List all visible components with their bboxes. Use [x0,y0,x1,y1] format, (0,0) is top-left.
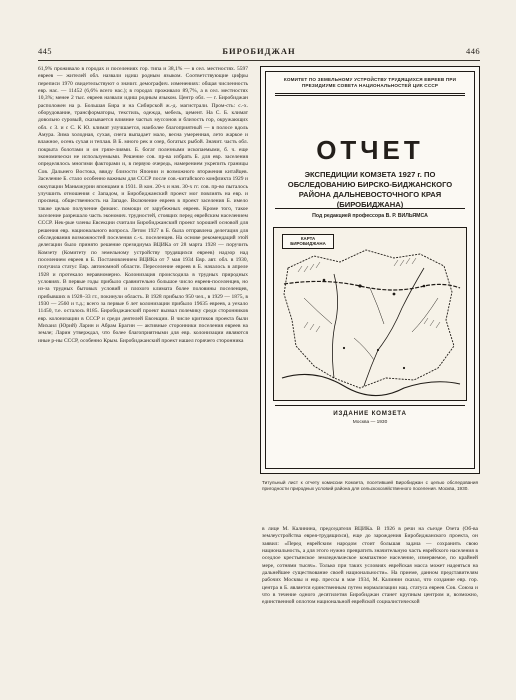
map-title-label: КАРТА БИРОБИДЖАНА [282,234,334,249]
right-paragraph: в лице М. Калинина, председателя ВЦИКа. В 1926 в речи на съезде Озета (Об-ва землеустройства еврея-трудящихся), еще до зарождения Биробиджанского проекта, он заявил: «Перед еврейским народом стоит большая задача — сохранить свою национальность, а для этого нужно превратить значительную часть еврейского населения в оседлое крестьянское земледельческое компактное население, измеряемое, по крайней мере, сотнями тысяч». Только при таких условиях еврейская масса может надеяться на дальнейшее существование своей национальности». На приеме, данном представителям рабочих Москвы и евр. прессы в мае 1934, М. Калинин сказал, что создание евр. гор. центра в Б. является единственным путем нормализации нац. статуса евреев Сов. Союза и что в течение одного десятилетия Биробиджан станет крупным центром и, возможно, единственной оплотом национальной еврейской социалистической [262,526,478,606]
cover-title: ОТЧЕТ [316,135,424,165]
cover-subtitle: ЭКСПЕДИЦИИ КОМЗЕТА 1927 г. ПО ОБСЛЕДОВАНИЮ БИРСКО-БИДЖАНСКОГО РАЙОНА ДАЛЬНЕВОСТОЧНОГО КРАЯ (БИРОБИДЖАНА) [287,170,453,209]
publication-place-year: Москва — 1930 [352,420,388,425]
cover-rule-bottom [275,405,465,406]
map-drawing [274,228,466,400]
cover-header: КОМИТЕТ ПО ЗЕМЕЛЬНОМУ УСТРОЙСТВУ ТРУДЯЩИХСЯ ЕВРЕЕВ ПРИ ПРЕЗИДИУМЕ СОВЕТА НАЦИОНАЛЬНОСТЕЙ ЦИК СССР [283,77,457,88]
running-title: БИРОБИДЖАН [222,46,296,56]
cover-rule-top-second [275,95,465,96]
cover-editor-line: Под редакцией профессора В. Р. ВИЛЬЯМСА [312,213,428,219]
report-cover-figure [260,66,480,474]
railway-line [284,281,460,290]
page-header [38,46,480,60]
cover-rule-top [275,93,465,94]
left-text-column [38,66,248,666]
left-paragraph: 61,9% проживало в городах и поселениях гор. типа и 38,1% — в сел. местностях. 5597 евреев — жителей обл. назвали идиш родным языком. Соответствующие цифры переписи 1970 свидетельствуют о значит. демографич. изменениях: общая численность евр. нас. — 11452 (6,6% всего нас.); в городах проживало 89,7%, а в сел. местностях 10,3%; менее 2 тыс. евреев назвали идиш родным языком. Центр обл. — г. Биробиджан расположен на р. Большая Бира и на Сибирской ж.-д. магистрали. Пром-сть: с.-х. оборудование, трансформаторы, текстиль, одежда, мебель, цемент. На С. Б. климат довольно суровый, сказывается влияние частых муссонов и близость гор, окружающих обл. с З. и с С. К Ю. климат улучшается, наиболее благоприятный — в полосе вдоль Амура. Зима холодная, сухая, снега выпадает мало, весна умеренная, лето жаркое и влажное, осень сухая и теплая. В Б. много рек и озер, богатых рыбой. Значит. часть обл. покрыта болотами и он грязе-лиями. Б. богат полезными ископаемыми, б. ч. еще экономически не используемыми. Решение сов. пр-ва избрать Б. для евр. заселения определялось многими факторами и, в первую очередь, намерением укрепить границы Сов. Дальнего Востока, ввиду близости Японии и возможного вторжения китайцев. Заселение Б. стало особенно важным для СССР после сов.-китайского конфликта 1929 и оккупации Маньчжурии японцами в 1931. В кон. 20-х и нач. 30-х гг. сов. пр-во пыталось улучшить отношения с Западом, и Биробиджанский проект мог повлиять на евр. и просвещ. общественность на Западе. Включение евреев в проект заселения Б. имело также целью получение финанс. помощи от зарубежных евреев. Кроме того, такое заселение разрешало часть экономич. трудностей, стоящих перед еврейским населением СССР. Нек-рые члены Евсекции считали Биробиджанский проект хорошей основой для решения евр. национального вопроса. Летом 1927 в Б. была отправлена делегация для обследования возможностей поселения с.-х. поселенцев. На основе рекомендаций этой делегации было принято решение президиума ВЦИКа от 28 марта 1928 — поручить Комзету (Комитету по земельному устройству трудящихся евреев) надзор над поселением евреев в Б. Постановлением ВЦИКа от 7 мая 1934 Евр. авт. обл. в 1930, получила статус Евр. автономной области. Переселение евреев в Б. началось в апреле 1928 и протекало неравномерно. Колонизация происходила в трудных природных условиях. В первые годы прибыло сравнительно большое число евреев-поселенцев, но из-за трудных бытовых условий и плохого климата более половины поселенцев, прибывших в 1928–33 гг., покинули область. В 1928 прибыло 950 чел., в 1929 — 1875, в 1930 — 2560 и т.д.; всего за первые 6 лет колонизации прибыло 19635 евреев, а уехало 11450, т.е. осталось 8185. Биробиджанский проект вызвал полемику среди сторонников евр. колонизации в СССР и среди деятелей Евсекции. В числе критиков проекта были Михаил (Юрий) Ларин и Абрам Брагин — активные сторонники поселения евреев на земле; Ларин утверждал, что более благоприятными для евр. колонизации являются иные р-ны СССР, особенно Крым. Биробиджанский проект нашел горячего сторонника [38,66,248,344]
right-text-column [262,526,478,668]
river-tributary-2 [304,298,332,324]
river-tributary-4 [354,338,374,360]
map-illustration [273,227,467,401]
header-rule [38,60,480,61]
river-tributary-1 [370,288,384,324]
page-number-right: 446 [466,46,480,56]
river-bidzhan [332,274,337,378]
river-tributary-3 [412,298,438,332]
mountain-hatching [298,258,440,332]
region-border [284,250,454,388]
river-amur [282,374,460,395]
publisher-name: ИЗДАНИЕ КОМЗЕТА [333,410,407,417]
river-bira [364,268,424,386]
cover-rule-middle [275,208,465,209]
page-number-left: 445 [38,46,52,56]
figure-caption: Титульный лист к отчету комиссии Комзета, посетившей Биробиджан с целью обследования пригодности природных условий района для сельскохозяйственного поселения. Москва, 1930. [262,480,478,492]
